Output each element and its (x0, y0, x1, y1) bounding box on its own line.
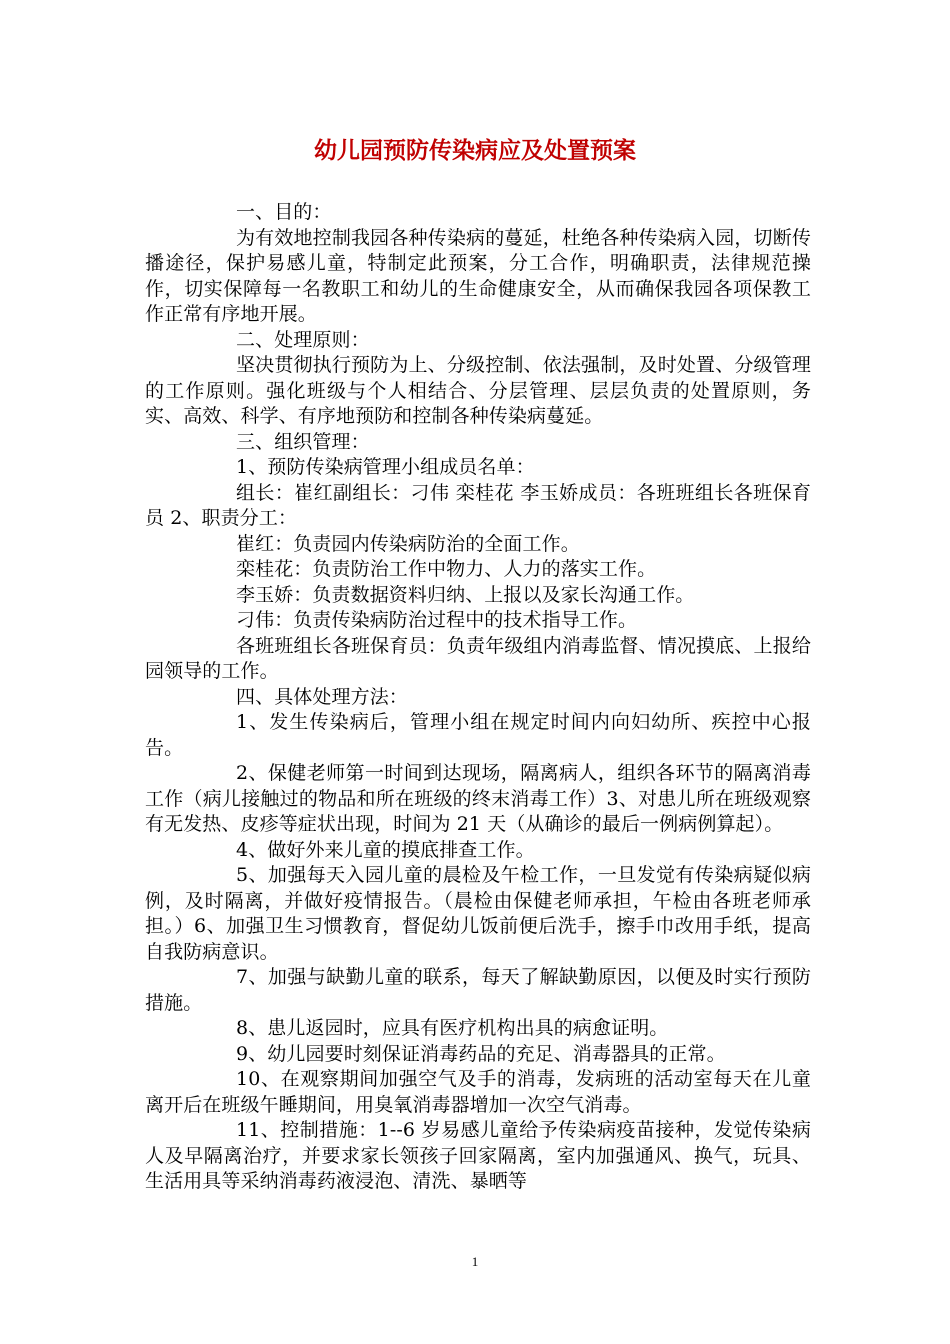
paragraph: 崔红：负责园内传染病防治的全面工作。 (236, 532, 580, 555)
paragraph: 组长：崔红副组长：刁伟 栾桂花 李玉娇成员：各班班组长各班保育员 2、职责分工： (145, 481, 811, 529)
section-heading-purpose: 一、目的： (236, 201, 332, 223)
paragraph: 8、患儿返园时，应具有医疗机构出具的病愈证明。 (236, 1017, 669, 1039)
paragraph: 坚决贯彻执行预防为上、分级控制、依法强制，及时处置、分级管理的工作原则。强化班级与个人相结合、分层管理、层层负责的处置原则，务实、高效、科学、有序地预防和控制各种传染病蔓延。 (145, 354, 811, 427)
paragraph: 李玉娇：负责数据资料归纳、上报以及家长沟通工作。 (236, 583, 695, 606)
paragraph: 2、保健老师第一时间到达现场，隔离病人，组织各环节的隔离消毒工作（病儿接触过的物品和所在班级的终末消毒工作）3、对患儿所在班级观察有无发热、皮疹等症状出现，时间为 21 天（从确诊的最后一例病例算起）。 (145, 762, 811, 835)
paragraph: 5、加强每天入园儿童的晨检及午检工作，一旦发觉有传染病疑似病例，及时隔离，并做好疫情报告。（晨检由保健老师承担，午检由各班老师承担。）6、加强卫生习惯教育，督促幼儿饭前便后洗手，擦手巾改用手纸，提高自我防病意识。 (145, 864, 811, 963)
section-heading-principles: 二、处理原则： (236, 328, 370, 351)
paragraph: 刁伟：负责传染病防治过程中的技术指导工作。 (236, 609, 638, 631)
paragraph: 4、做好外来儿童的摸底排查工作。 (236, 838, 535, 861)
paragraph: 栾桂花：负责防治工作中物力、人力的落实工作。 (236, 558, 657, 580)
section-heading-organization: 三、组织管理： (236, 430, 370, 453)
page-number: 1 (471, 1254, 479, 1269)
paragraph: 为有效地控制我园各种传染病的蔓延，杜绝各种传染病入园，切断传播途径，保护易感儿童，特制定此预案，分工合作，明确职责，法律规范操作，切实保障每一名教职工和幼儿的生命健康安全，从而确保我园各项保教工作正常有序地开展。 (145, 226, 811, 325)
paragraph: 9、幼儿园要时刻保证消毒药品的充足、消毒器具的正常。 (236, 1042, 726, 1065)
paragraph: 7、加强与缺勤儿童的联系，每天了解缺勤原因，以便及时实行预防措施。 (145, 966, 811, 1014)
paragraph: 11、控制措施：1--6 岁易感儿童给予传染病疫苗接种，发觉传染病人及早隔离治疗，并要求家长领孩子回家隔离，室内加强通风、换气，玩具、生活用具等采纳消毒药液浸泡、清洗、暴晒等 (145, 1119, 811, 1192)
document-body (145, 200, 811, 1195)
paragraph: 1、发生传染病后，管理小组在规定时间内向妇幼所、疾控中心报告。 (145, 711, 811, 759)
document-title: 幼儿园预防传染病应及处置预案 (314, 138, 636, 164)
section-heading-methods: 四、具体处理方法： (236, 685, 408, 708)
paragraph: 各班班组长各班保育员：负责年级组内消毒监督、情况摸底、上报给园领导的工作。 (145, 634, 811, 682)
paragraph: 1、预防传染病管理小组成员名单： (236, 456, 535, 478)
paragraph: 10、在观察期间加强空气及手的消毒，发病班的活动室每天在儿童离开后在班级午睡期间，用臭氧消毒器增加一次空气消毒。 (145, 1068, 811, 1116)
